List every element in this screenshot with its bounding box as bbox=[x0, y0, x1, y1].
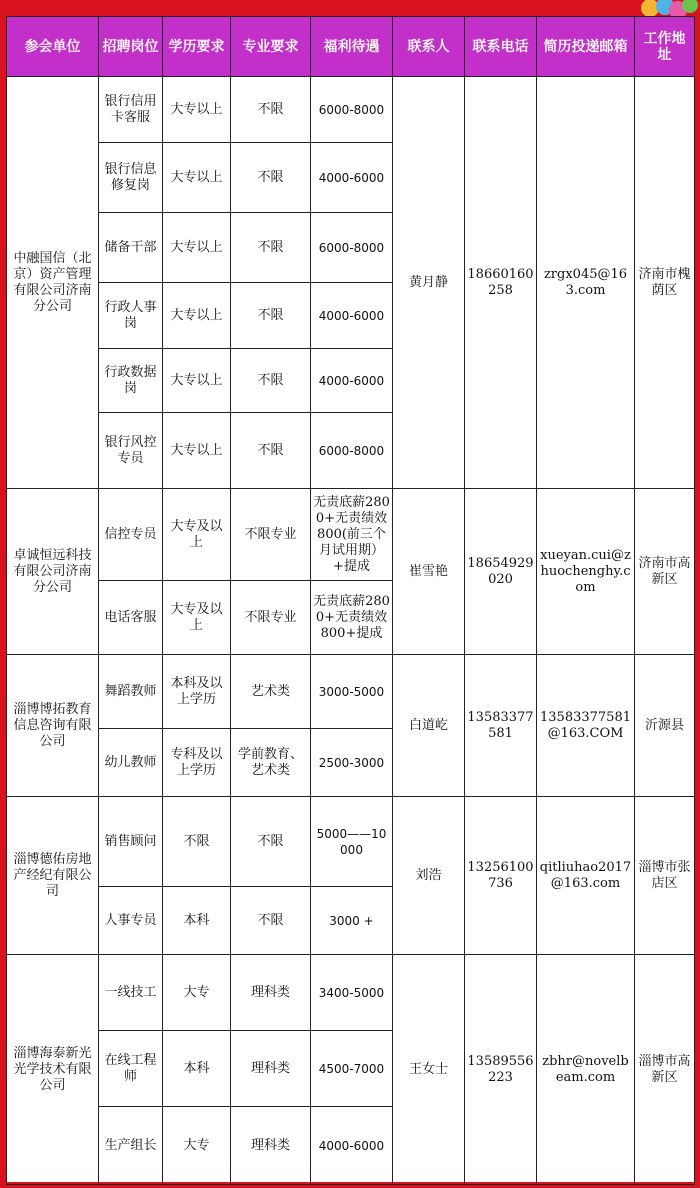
company-name: 淄博德佑房地产经纪有限公司 bbox=[7, 797, 99, 955]
education-requirement: 本科 bbox=[163, 887, 231, 955]
major-requirement: 不限 bbox=[231, 887, 311, 955]
work-address: 淄博市张店区 bbox=[635, 797, 695, 955]
education-requirement: 大专以上 bbox=[163, 349, 231, 413]
work-address: 济南市槐荫区 bbox=[635, 77, 695, 489]
education-requirement: 本科及以上学历 bbox=[163, 655, 231, 729]
job-title: 舞蹈教师 bbox=[99, 655, 163, 729]
work-address: 沂源县 bbox=[635, 655, 695, 797]
table-row bbox=[7, 655, 695, 729]
job-title: 银行信息修复岗 bbox=[99, 143, 163, 213]
job-title: 电话客服 bbox=[99, 581, 163, 655]
salary: 无责底薪2800+无责绩效800+提成 bbox=[311, 581, 393, 655]
education-requirement: 大专以上 bbox=[163, 77, 231, 143]
resume-email: zrgx045@163.com bbox=[537, 77, 635, 489]
salary: 5000——10000 bbox=[311, 797, 393, 887]
salary: 无责底薪2800+无责绩效800(前三个月试用期）+提成 bbox=[311, 489, 393, 581]
contact-person: 崔雪艳 bbox=[393, 489, 465, 655]
contact-person: 刘浩 bbox=[393, 797, 465, 955]
company-name: 中融国信（北京）资产管理有限公司济南分公司 bbox=[7, 77, 99, 489]
job-title: 一线技工 bbox=[99, 955, 163, 1031]
table-row bbox=[7, 77, 695, 143]
major-requirement: 不限专业 bbox=[231, 489, 311, 581]
salary: 4500-7000 bbox=[311, 1031, 393, 1107]
header-education: 学历要求 bbox=[163, 17, 231, 77]
recruitment-table-frame bbox=[6, 16, 694, 1182]
company-name: 淄博博拓教育信息咨询有限公司 bbox=[7, 655, 99, 797]
contact-person: 白道屹 bbox=[393, 655, 465, 797]
header-phone: 联系电话 bbox=[465, 17, 537, 77]
major-requirement: 学前教育、艺术类 bbox=[231, 729, 311, 797]
major-requirement: 不限 bbox=[231, 143, 311, 213]
salary: 4000-6000 bbox=[311, 143, 393, 213]
job-title: 行政数据岗 bbox=[99, 349, 163, 413]
header-address: 工作地址 bbox=[635, 17, 695, 77]
resume-email: zbhr@novelbeam.com bbox=[537, 955, 635, 1185]
salary: 6000-8000 bbox=[311, 413, 393, 489]
resume-email: 13583377581@163.COM bbox=[537, 655, 635, 797]
education-requirement: 大专以上 bbox=[163, 213, 231, 283]
job-title: 信控专员 bbox=[99, 489, 163, 581]
header-email: 简历投递邮箱 bbox=[537, 17, 635, 77]
education-requirement: 大专及以上 bbox=[163, 489, 231, 581]
job-title: 幼儿教师 bbox=[99, 729, 163, 797]
contact-person: 黄月静 bbox=[393, 77, 465, 489]
header-contact: 联系人 bbox=[393, 17, 465, 77]
education-requirement: 不限 bbox=[163, 797, 231, 887]
major-requirement: 不限 bbox=[231, 77, 311, 143]
table-body bbox=[7, 77, 695, 1185]
work-address: 济南市高新区 bbox=[635, 489, 695, 655]
major-requirement: 不限 bbox=[231, 797, 311, 887]
major-requirement: 艺术类 bbox=[231, 655, 311, 729]
job-title: 银行信用卡客服 bbox=[99, 77, 163, 143]
education-requirement: 大专及以上 bbox=[163, 581, 231, 655]
header-position: 招聘岗位 bbox=[99, 17, 163, 77]
job-title: 在线工程师 bbox=[99, 1031, 163, 1107]
resume-email: qitliuhao2017@163.com bbox=[537, 797, 635, 955]
education-requirement: 大专 bbox=[163, 955, 231, 1031]
contact-phone: 13589556223 bbox=[465, 955, 537, 1185]
job-title: 销售顾问 bbox=[99, 797, 163, 887]
table-row bbox=[7, 489, 695, 581]
job-title: 生产组长 bbox=[99, 1107, 163, 1185]
education-requirement: 大专以上 bbox=[163, 413, 231, 489]
salary: 3400-5000 bbox=[311, 955, 393, 1031]
major-requirement: 不限 bbox=[231, 413, 311, 489]
salary: 2500-3000 bbox=[311, 729, 393, 797]
education-requirement: 大专以上 bbox=[163, 283, 231, 349]
job-title: 行政人事岗 bbox=[99, 283, 163, 349]
major-requirement: 理科类 bbox=[231, 1031, 311, 1107]
contact-phone: 18654929020 bbox=[465, 489, 537, 655]
major-requirement: 不限 bbox=[231, 213, 311, 283]
contact-phone: 18660160258 bbox=[465, 77, 537, 489]
company-name: 卓诚恒远科技有限公司济南分公司 bbox=[7, 489, 99, 655]
salary: 6000-8000 bbox=[311, 77, 393, 143]
contact-phone: 13583377581 bbox=[465, 655, 537, 797]
recruitment-table bbox=[6, 16, 695, 1185]
header-row bbox=[7, 17, 695, 77]
resume-email: xueyan.cui@zhuochenghy.com bbox=[537, 489, 635, 655]
salary: 3000-5000 bbox=[311, 655, 393, 729]
work-address: 淄博市高新区 bbox=[635, 955, 695, 1185]
header-major: 专业要求 bbox=[231, 17, 311, 77]
job-title: 银行风控专员 bbox=[99, 413, 163, 489]
major-requirement: 理科类 bbox=[231, 955, 311, 1031]
table-row bbox=[7, 797, 695, 887]
job-title: 储备干部 bbox=[99, 213, 163, 283]
salary: 6000-8000 bbox=[311, 213, 393, 283]
major-requirement: 不限专业 bbox=[231, 581, 311, 655]
education-requirement: 本科 bbox=[163, 1031, 231, 1107]
salary: 4000-6000 bbox=[311, 283, 393, 349]
education-requirement: 专科及以上学历 bbox=[163, 729, 231, 797]
education-requirement: 大专以上 bbox=[163, 143, 231, 213]
job-title: 人事专员 bbox=[99, 887, 163, 955]
company-name: 淄博海泰新光光学技术有限公司 bbox=[7, 955, 99, 1185]
table-row bbox=[7, 955, 695, 1031]
major-requirement: 不限 bbox=[231, 349, 311, 413]
salary: 4000-6000 bbox=[311, 1107, 393, 1185]
header-company: 参会单位 bbox=[7, 17, 99, 77]
major-requirement: 不限 bbox=[231, 283, 311, 349]
header-salary: 福利待遇 bbox=[311, 17, 393, 77]
contact-phone: 13256100736 bbox=[465, 797, 537, 955]
education-requirement: 大专 bbox=[163, 1107, 231, 1185]
salary: 3000 + bbox=[311, 887, 393, 955]
contact-person: 王女士 bbox=[393, 955, 465, 1185]
salary: 4000-6000 bbox=[311, 349, 393, 413]
major-requirement: 理科类 bbox=[231, 1107, 311, 1185]
